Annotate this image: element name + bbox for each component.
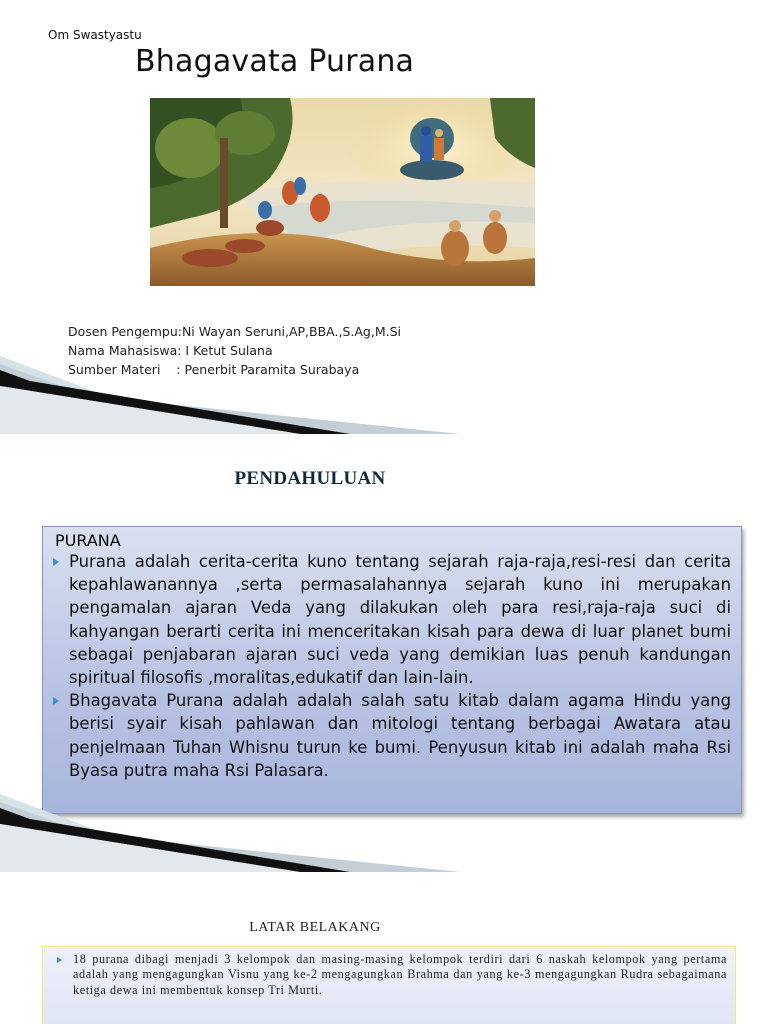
slide-title (0, 0, 768, 434)
list-item (53, 550, 731, 689)
student-line: Nama Mahasiswa: I Ketut Sulana (68, 343, 273, 358)
greeting-text: Om Swastyastu (48, 28, 142, 42)
box-label: PURANA (55, 531, 121, 550)
list-item (53, 689, 731, 782)
bullet-arrow-icon (53, 558, 59, 566)
bullet-text: Purana adalah cerita-cerita kuno tentang sejarah raja-raja,resi-resi dan cerita kepahlawanannya ,serta permasalahannya sejarah kuno ini merupakan pengamalan ajaran Veda yang dilakukan oleh para resi,raja-raja suci di kahyangan berarti cerita ini menceritakan kisah para dewa di luar planet bumi sebagai penjabaran ajaran suci veda yang demikian luas penuh kandungan spiritual filosofis ,moralitas,edukatif dan lain-lain. (69, 552, 731, 688)
section-heading: LATAR BELAKANG (249, 920, 381, 935)
page-title: Bhagavata Purana (135, 44, 415, 79)
bullet-arrow-icon (53, 697, 59, 705)
decorative-swoosh (0, 794, 768, 874)
decorative-swoosh (0, 356, 768, 434)
slide-background (0, 884, 768, 1024)
source-line: Sumber Materi : Penerbit Paramita Surabaya (68, 362, 360, 377)
section-heading: PENDAHULUAN (234, 468, 386, 489)
background-content-box (42, 946, 736, 1024)
bullet-text: Bhagavata Purana adalah adalah salah satu kitab dalam agama Hindu yang berisi syair kisah pahlawan dan mitologi tentang berbagai Awatara atau penjelmaan Tuhan Whisnu turun ke bumi. Penyusun kitab ini adalah maha Rsi Byasa putra maha Rsi Palasara. (69, 691, 731, 780)
bullet-arrow-icon (57, 957, 62, 963)
cover-painting (150, 98, 535, 286)
purana-content-box (42, 526, 742, 814)
bullet-text: 18 purana dibagi menjadi 3 kelompok dan masing-masing kelompok terdiri dari 6 naskah kelompok yang pertama adalah yang mengagungkan Visnu yang ke-2 mengagungkan Brahma dan yang ke-3 mengagungkan Rudra sebagaimana ketiga dewa ini membentuk konsep Tri Murti. (73, 952, 727, 997)
lecturer-line: Dosen Pengempu:Ni Wayan Seruni,AP,BBA.,S.Ag,M.Si (68, 324, 401, 339)
slide-introduction (0, 442, 768, 874)
list-item (51, 952, 727, 998)
